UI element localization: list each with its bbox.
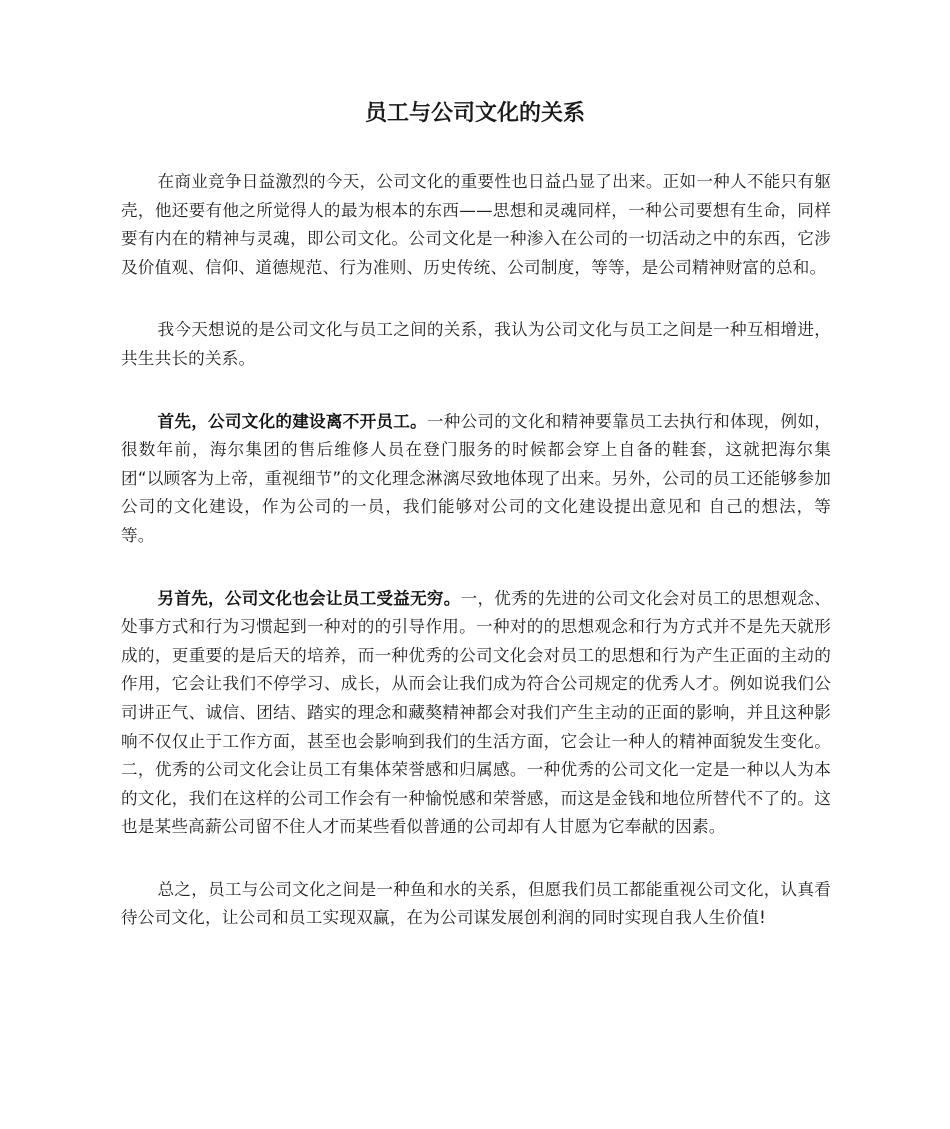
paragraph-conclusion xyxy=(121,876,831,933)
paragraph-lead: 另首先，公司文化也会让员工受益无穷。 xyxy=(157,588,461,608)
document-body xyxy=(121,168,831,967)
paragraph-text: 在商业竞争日益激烈的今天，公司文化的重要性也日益凸显了出来。正如一种人不能只有躯壳，他还要有他之所觉得人的最为根本的东西——思想和灵魂同样，一种公司要想有生命，同样要有内在的精神与灵魂，即公司文化。公司文化是一种渗入在公司的一切活动之中的东西，它涉及价值观、信仰、道德规范、行为准则、历史传统、公司制度，等等，是公司精神财富的总和。 xyxy=(121,172,831,277)
document-title: 员工与公司文化的关系 xyxy=(364,101,585,126)
paragraph-first-point xyxy=(121,408,831,551)
paragraph-text: 我今天想说的是公司文化与员工之间的关系，我认为公司文化与员工之间是一种互相增进，共生共长的关系。 xyxy=(121,320,831,368)
paragraph-text: 一，优秀的先进的公司文化会对员工的思想观念、处事方式和行为习惯起到一种对的的引导作用。一种对的的思想观念和行为方式并不是先天就形成的，更重要的是后天的培养，而一种优秀的公司文化会对员工的思想和行为产生正面的主动的作用，它会让我们不停学习、成长，从而会让我们成为符合公司规定的优秀人才。例如说我们公司讲正气、诚信、团结、踏实的理念和藏獒精神都会对我们产生主动的正面的影响，并且这种影响不仅仅止于工作方面，甚至也会影响到我们的生活方面，它会让一种人的精神面貌发生变化。二，优秀的公司文化会让员工有集体荣誉感和归属感。一种优秀的公司文化一定是一种以人为本的文化，我们在这样的公司工作会有一种愉悦感和荣誉感，而这是金钱和地位所替代不了的。这也是某些高薪公司留不住人才而某些看似普通的公司却有人甘愿为它奉献的因素。 xyxy=(121,588,831,837)
paragraph-thesis xyxy=(121,316,831,373)
paragraph-second-point xyxy=(121,585,831,842)
paragraph-text: 总之，员工与公司文化之间是一种鱼和水的关系，但愿我们员工都能重视公司文化，认真看待公司文化，让公司和员工实现双赢，在为公司谋发展创利润的同时实现自我人生价值! xyxy=(121,879,831,928)
paragraph-intro xyxy=(121,168,831,282)
paragraph-lead: 首先，公司文化的建设离不开员工。 xyxy=(157,411,427,431)
paragraph-text: 一种公司的文化和精神要靠员工去执行和体现，例如，很数年前，海尔集团的售后维修人员在登门服务的时候都会穿上自备的鞋套，这就把海尔集团“以顾客为上帝，重视细节”的文化理念淋漓尽致地体现了出来。另外，公司的员工还能够参加公司的文化建设，作为公司的一员，我们能够对公司的文化建设提出意见和 自己的想法，等等。 xyxy=(121,411,831,545)
